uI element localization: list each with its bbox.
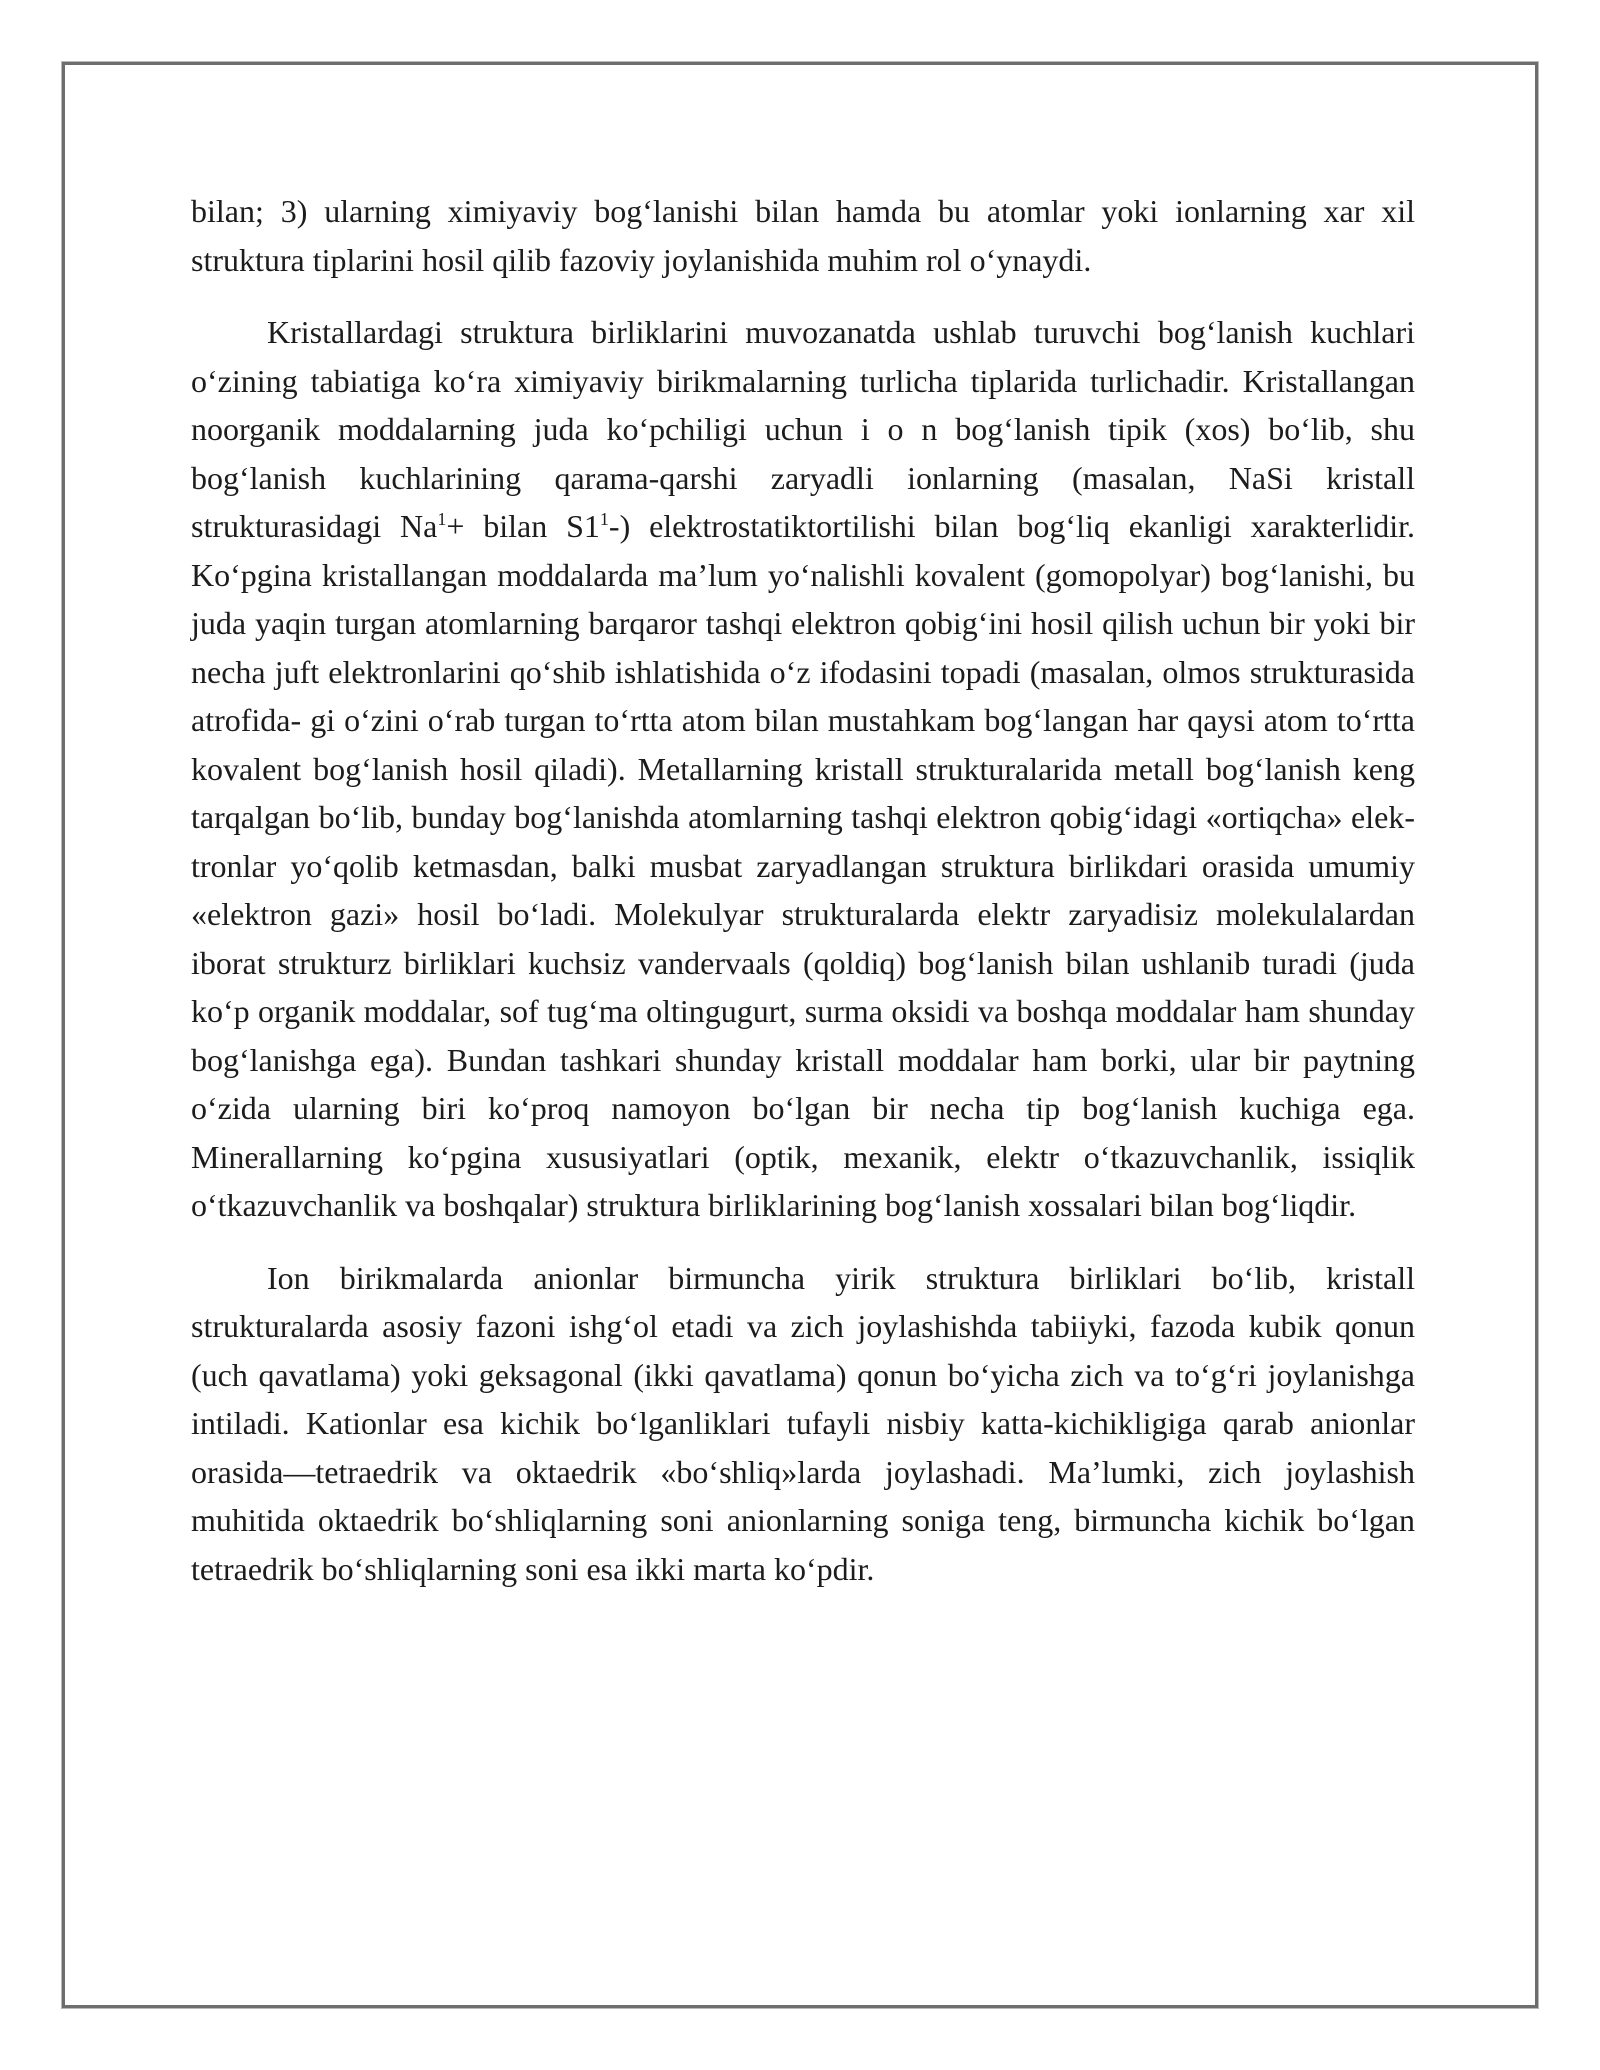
paragraph-2-text-b: + bilan S1 xyxy=(446,508,600,544)
superscript-na-charge: 1 xyxy=(437,509,447,529)
paragraph-1-text: bilan; 3) ularning ximiyaviy bog‘lanishi bilan hamda bu atomlar yoki ionlarning xar xil struktura tiplarini hosil qilib fazoviy joylanishida muhim rol o‘ynaydi. xyxy=(191,193,1415,278)
paragraph-2 xyxy=(191,308,1415,1230)
paragraph-2-text-c: -) elektrostatiktortilishi bilan bog‘liq ekanligi xarakterlidir. Ko‘pgina kristallangan moddalarda ma’lum yo‘nalishli kovalent (gomopolyar) bog‘lanishi, bu juda yaqin turgan atomlarning barqaror tashqi elektron qobig‘ini hosil qilish uchun bir yoki bir necha juft elektronlarini qo‘shib ishlatishida o‘z ifodasini topadi (masalan, olmos strukturasida atrofida- gi o‘zini o‘rab turgan to‘rtta atom bilan mustahkam bog‘langan har qaysi atom to‘rtta kovalent bog‘lanish hosil qiladi). Metallarning kristall strukturalarida metall bog‘lanish keng tarqalgan bo‘lib, bunday bog‘lanishda atomlarning tashqi elektron qobig‘idagi «ortiqcha» elek- tronlar yo‘qolib ketmasdan, balki musbat zaryadlangan struktura birlikdari orasida umumiy «elektron gazi» hosil bo‘ladi. Molekulyar strukturalarda elektr zaryadisiz molekulalardan iborat strukturz birliklari kuchsiz vandervaals (qoldiq) bog‘lanish bilan ushlanib turadi (juda ko‘p organik moddalar, sof tug‘ma oltingugurt, surma oksidi va boshqa moddalar ham shunday bog‘lanishga ega). Bundan tashkari shunday kristall moddalar ham borki, ular bir paytning o‘zida ularning biri ko‘proq namoyon bo‘lgan bir necha tip bog‘lanish kuchiga ega. Minerallarning ko‘pgina xususiyatlari (optik, mexanik, elektr o‘tkazuvchanlik, issiqlik o‘tkazuvchanlik va boshqalar) struktura birliklarining bog‘lanish xossalari bilan bog‘liqdir. xyxy=(191,508,1416,1223)
paragraph-2-text-a: Kristallardagi struktura birliklarini muvozanatda ushlab turuvchi bog‘lanish kuchlari o‘zining tabiatiga ko‘ra ximiyaviy birikmalarning turlicha tiplarida turlichadir. Kristallangan noorganik moddalarning juda ko‘pchiligi uchun i o n bog‘lanish tipik (xos) bo‘lib, shu bog‘lanish kuchlarining qarama-qarshi zaryadli ionlarning (masalan, NaSi kristall strukturasidagi Na xyxy=(191,314,1415,544)
paragraph-3-text: Ion birikmalarda anionlar birmuncha yirik struktura birliklari bo‘lib, kristall strukturalarda asosiy fazoni ishg‘ol etadi va zich joylashishda tabiiyki, fazoda kubik qonun (uch qavatlama) yoki geksagonal (ikki qavatlama) qonun bo‘yicha zich va to‘g‘ri joylanishga intiladi. Kationlar esa kichik bo‘lganliklari tufayli nisbiy katta-kichikligiga qarab anionlar orasida—tetraedrik va oktaedrik «bo‘shliq»larda joylashadi. Ma’lumki, zich joylashish muhitida oktaedrik bo‘shliqlarning soni anionlarning soniga teng, birmuncha kichik bo‘lgan tetraedrik bo‘shliqlarning soni esa ikki marta ko‘pdir. xyxy=(191,1259,1415,1587)
superscript-cl-charge: 1 xyxy=(599,509,609,529)
document-body xyxy=(191,187,1415,1617)
paragraph-1 xyxy=(191,187,1415,284)
paragraph-3 xyxy=(191,1254,1415,1594)
